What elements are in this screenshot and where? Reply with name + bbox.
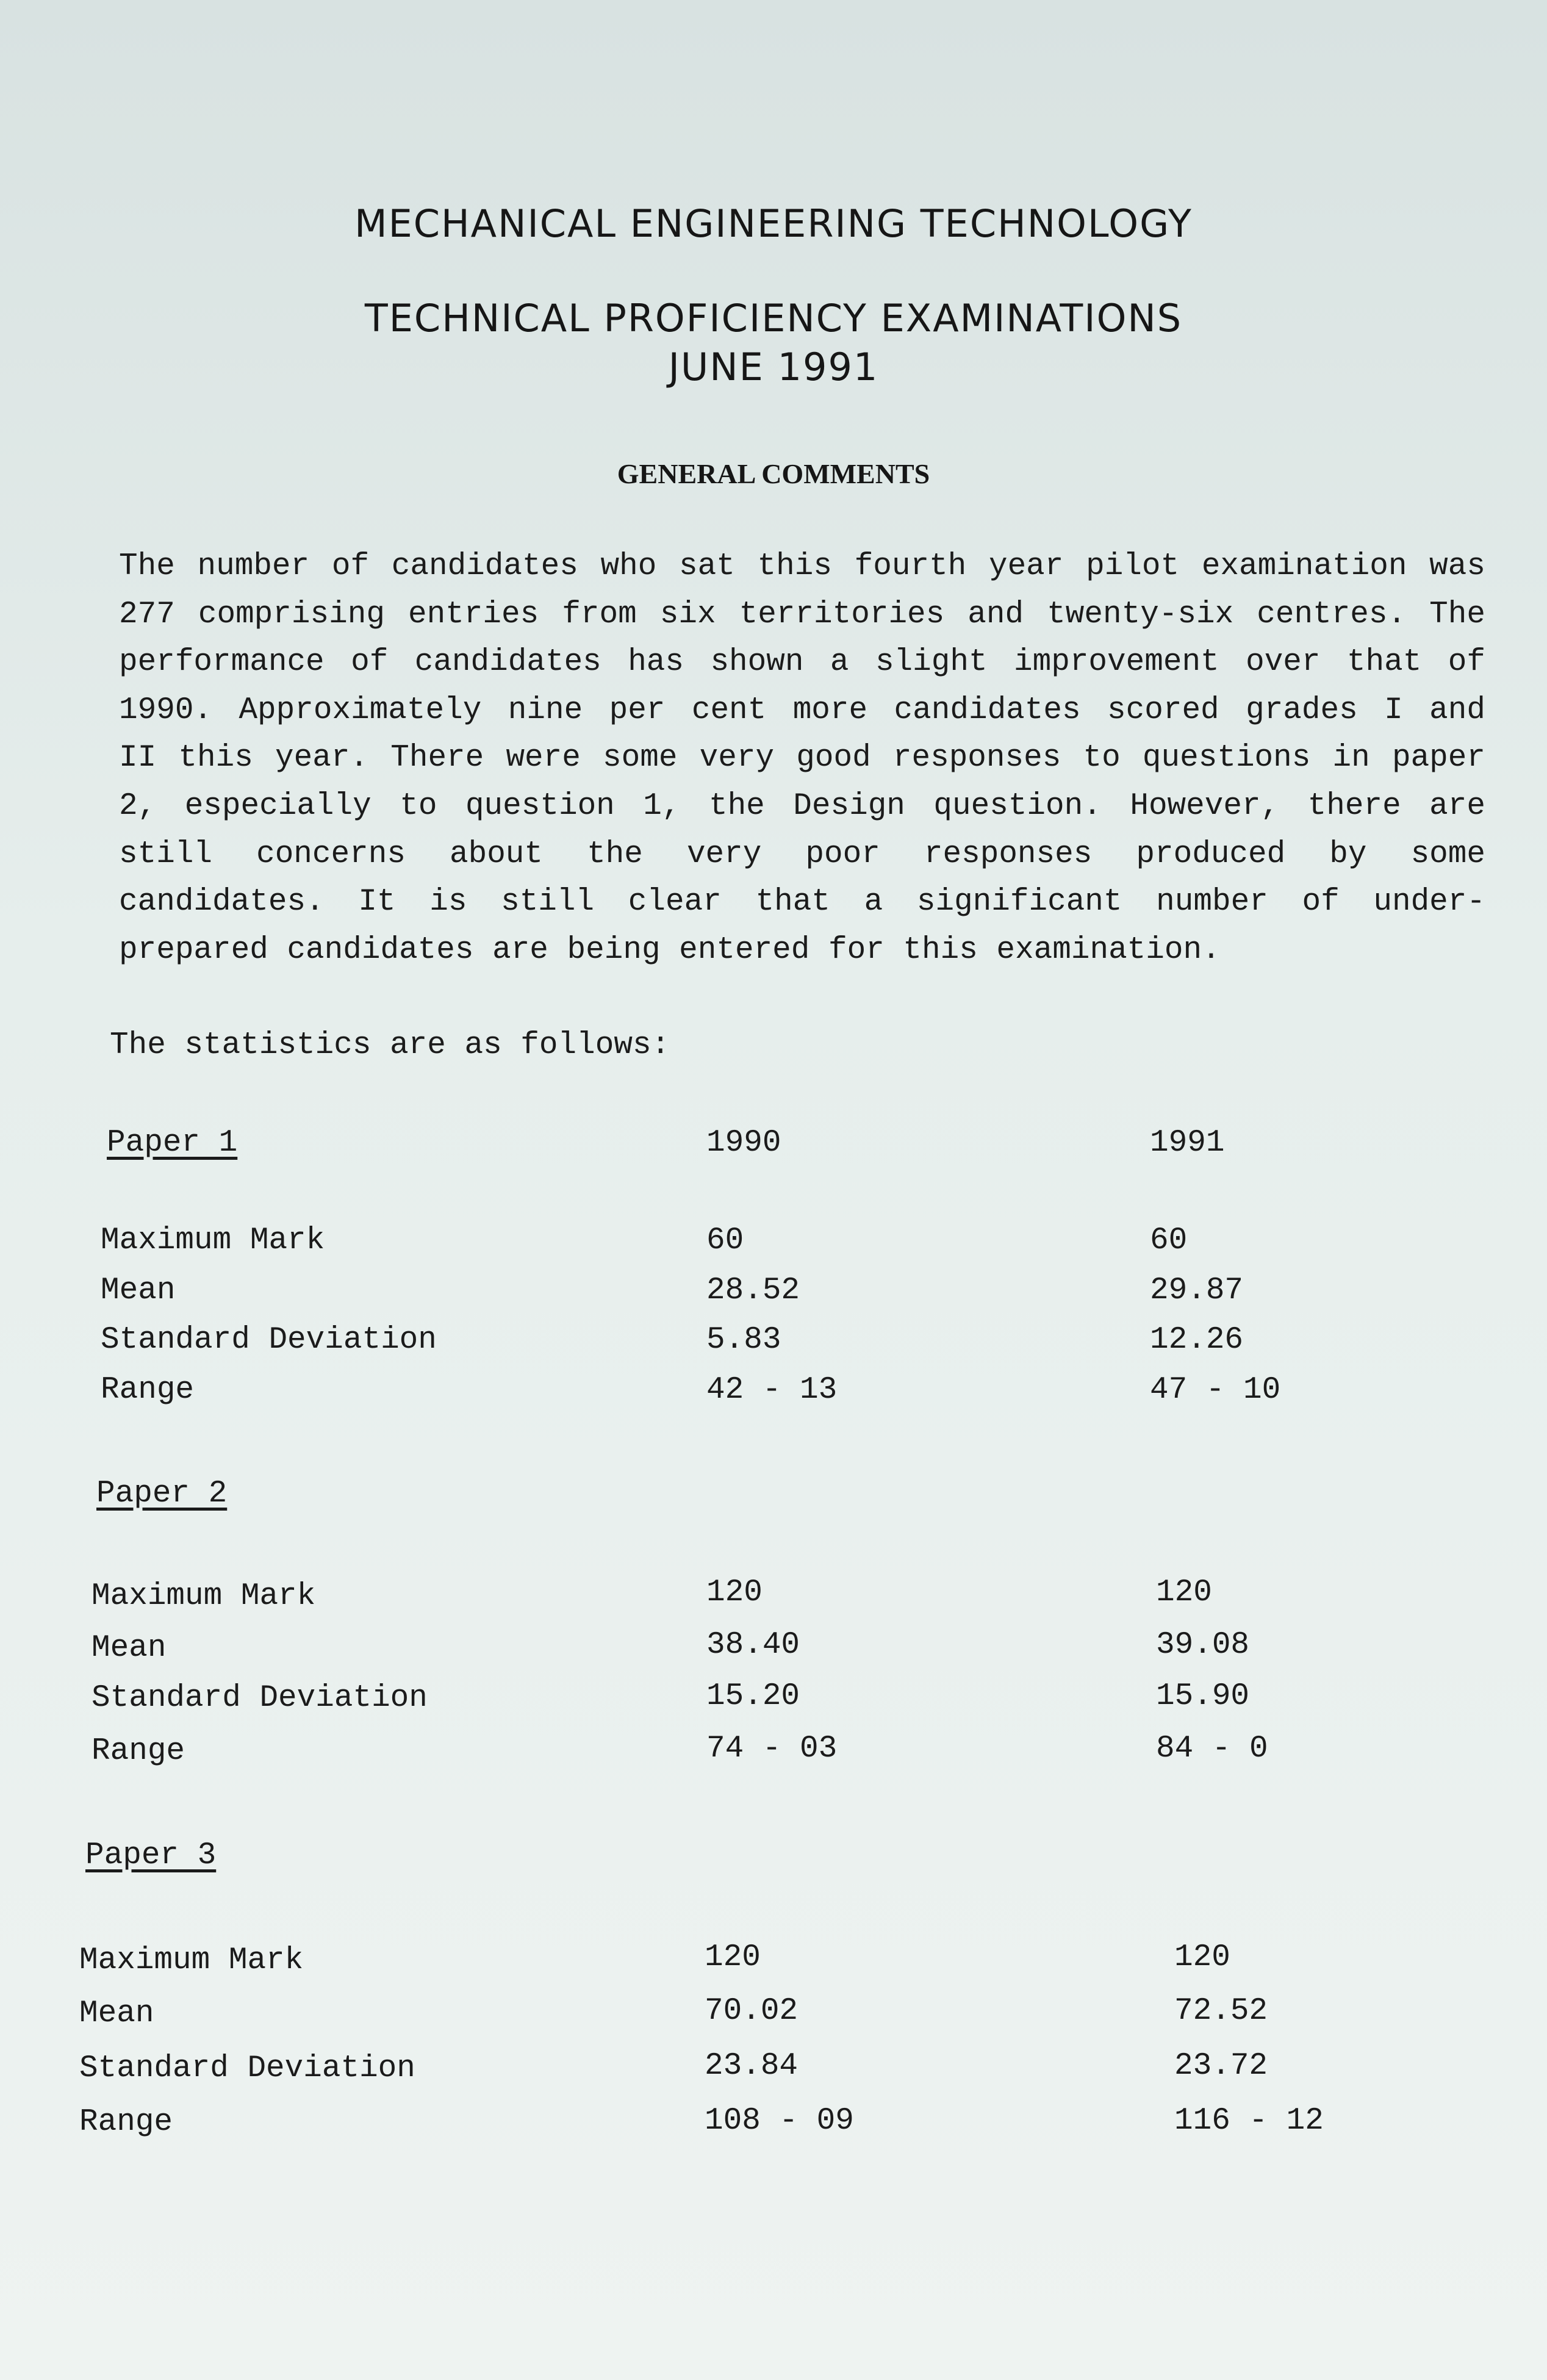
stat-value-1991: 120 <box>1174 1940 1230 1975</box>
column-header-1991: 1991 <box>1150 1126 1225 1160</box>
stat-label: Mean <box>92 1631 167 1666</box>
stat-value-1990: 5.83 <box>706 1323 781 1357</box>
paragraph-line: candidates. It is still clear that a significant number of under- <box>119 885 1485 920</box>
paragraph-line: performance of candidates has shown a slight improvement over that of <box>119 645 1485 680</box>
paragraph-line: 1990. Approximately nine per cent more candidates scored grades I and <box>119 692 1485 728</box>
paragraph-line: still concerns about the very poor responses produced by some <box>119 836 1485 872</box>
document-date: JUNE 1991 <box>668 345 879 389</box>
stat-value-1990: 28.52 <box>706 1273 800 1308</box>
stat-value-1990: 15.20 <box>706 1679 800 1714</box>
stat-value-1991: 84 - 0 <box>1156 1731 1268 1766</box>
stat-value-1991: 72.52 <box>1174 1994 1268 2029</box>
paper-heading: Paper 1 <box>107 1126 238 1160</box>
paragraph-line: 277 comprising entries from six territories and twenty-six centres. The <box>119 597 1485 632</box>
document-subtitle: TECHNICAL PROFICIENCY EXAMINATIONS <box>364 296 1183 340</box>
stat-label: Standard Deviation <box>101 1323 437 1357</box>
stat-label: Maximum Mark <box>92 1579 316 1614</box>
stat-label: Standard Deviation <box>92 1681 428 1716</box>
stat-label: Mean <box>101 1273 176 1308</box>
stat-value-1990: 38.40 <box>706 1628 800 1663</box>
stat-value-1991: 47 - 10 <box>1150 1373 1281 1408</box>
stat-value-1990: 108 - 09 <box>705 2104 854 2138</box>
stat-value-1990: 70.02 <box>705 1994 799 2029</box>
paper-heading: Paper 2 <box>96 1476 228 1511</box>
stat-label: Range <box>92 1734 185 1769</box>
stat-value-1991: 116 - 12 <box>1174 2104 1324 2138</box>
section-heading: GENERAL COMMENTS <box>617 458 930 489</box>
stat-label: Mean <box>79 1996 154 2031</box>
stat-label: Maximum Mark <box>101 1223 325 1258</box>
stat-value-1991: 23.72 <box>1174 2049 1268 2083</box>
general-comments-paragraph <box>119 543 1485 974</box>
column-header-1990: 1990 <box>706 1126 781 1160</box>
stat-value-1991: 60 <box>1150 1223 1188 1258</box>
stat-value-1991: 29.87 <box>1150 1273 1244 1308</box>
stat-value-1990: 120 <box>705 1940 761 1975</box>
stat-label: Maximum Mark <box>79 1943 304 1978</box>
paragraph-line: II this year. There were some very good responses to questions in paper <box>119 741 1485 776</box>
stat-value-1990: 60 <box>706 1223 744 1258</box>
stat-value-1990: 23.84 <box>705 2049 799 2083</box>
stat-label: Range <box>79 2105 173 2140</box>
stat-value-1990: 74 - 03 <box>706 1731 838 1766</box>
stat-label: Standard Deviation <box>79 2051 415 2086</box>
document-title: MECHANICAL ENGINEERING TECHNOLOGY <box>354 201 1193 246</box>
paragraph-line: 2, especially to question 1, the Design question. However, there are <box>119 788 1485 824</box>
stat-value-1991: 12.26 <box>1150 1323 1244 1357</box>
paragraph-line: The number of candidates who sat this fourth year pilot examination was <box>119 549 1485 584</box>
paragraph-line: prepared candidates are being entered for this examination. <box>119 932 1221 968</box>
stat-value-1991: 15.90 <box>1156 1679 1250 1714</box>
stat-value-1990: 120 <box>706 1575 763 1610</box>
stat-value-1990: 42 - 13 <box>706 1373 838 1408</box>
stat-label: Range <box>101 1373 195 1408</box>
paper-heading: Paper 3 <box>85 1838 217 1873</box>
stat-value-1991: 39.08 <box>1156 1628 1250 1663</box>
stat-value-1991: 120 <box>1156 1575 1212 1610</box>
stats-intro: The statistics are as follows: <box>110 1028 670 1063</box>
